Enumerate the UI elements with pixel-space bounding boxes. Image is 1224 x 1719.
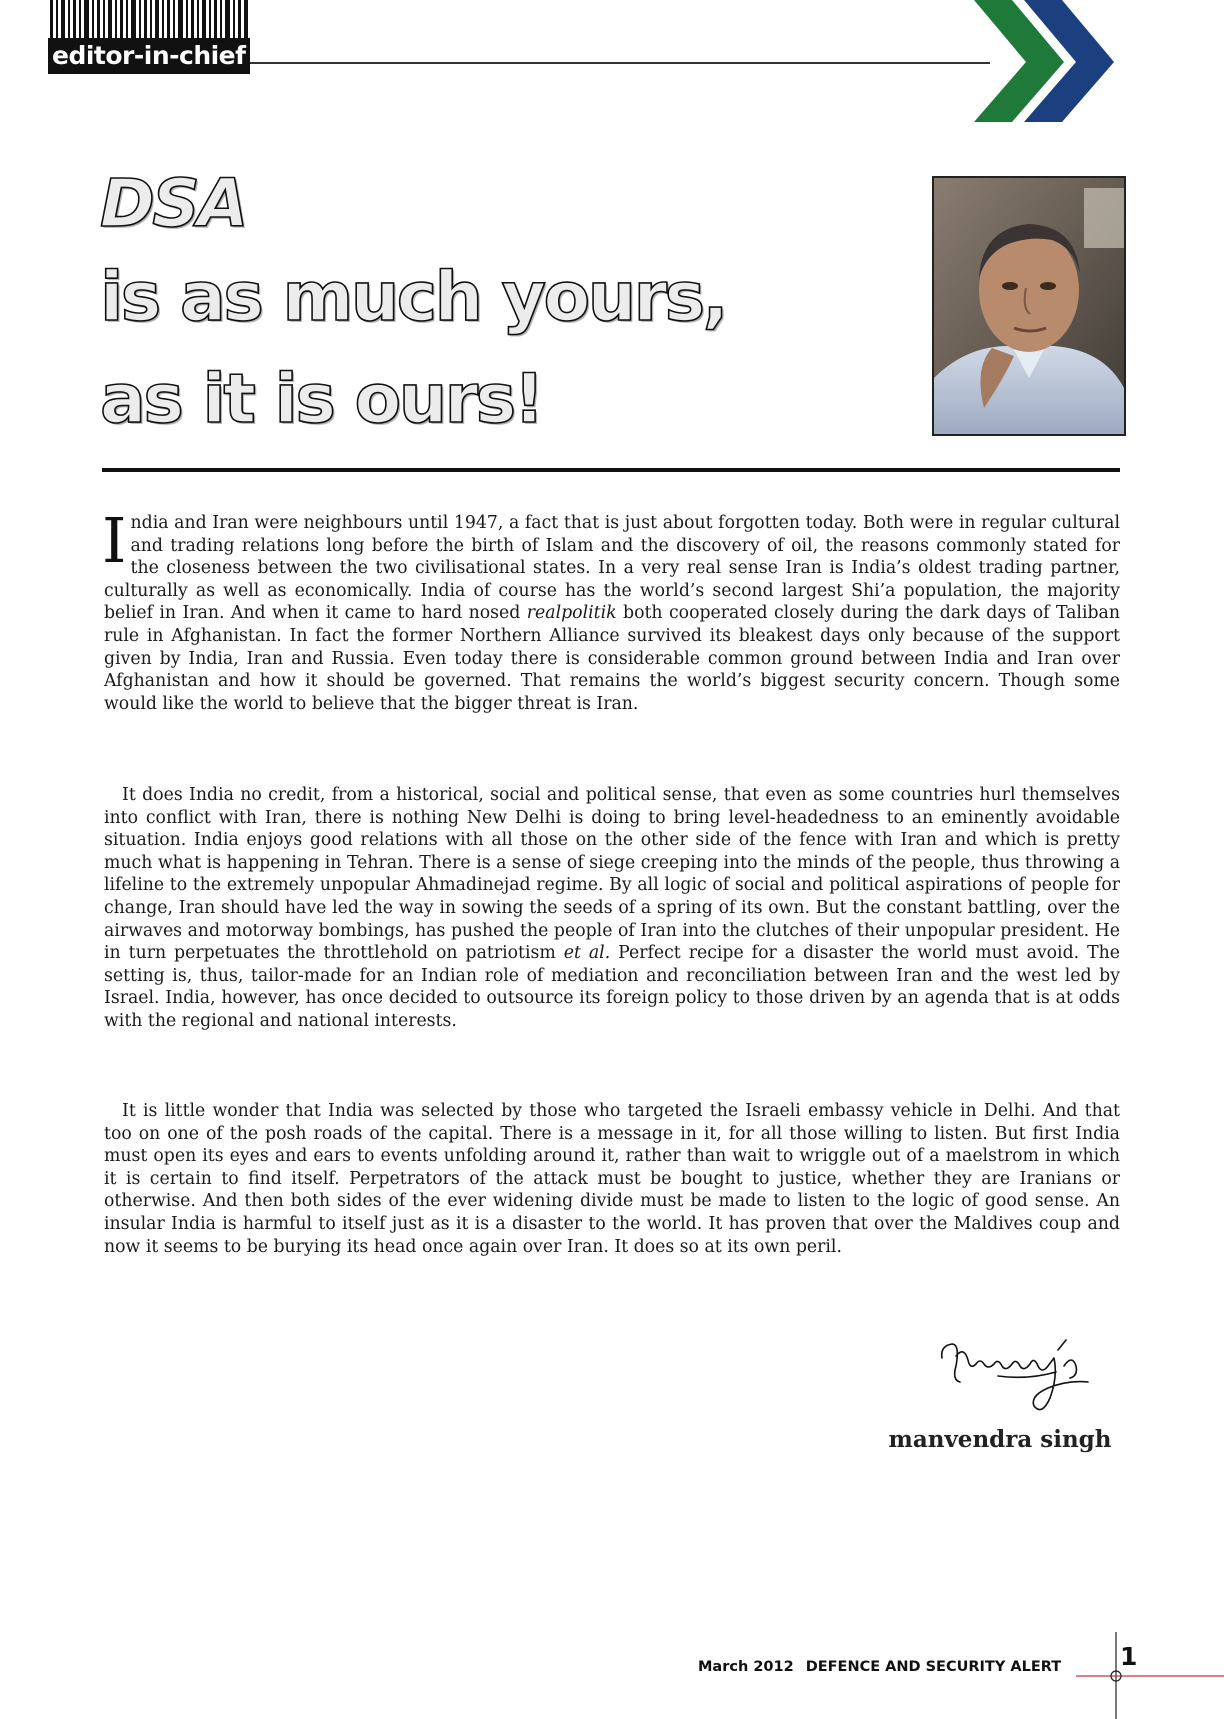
paragraph-text bbox=[102, 504, 1120, 715]
paragraph-2-text-b: Perfect recipe for a disaster the world must avoid. The setting is, thus, tailor-made for an Indian role of mediation and reconciliation between Iran and the west led by Israel. India, however, has once decided to outsource its foreign policy to those driven by an agenda that is at odds with the regional and national interests. bbox=[104, 943, 1120, 1031]
author-portrait bbox=[932, 176, 1126, 436]
barcode-graphic bbox=[50, 0, 250, 40]
author-name: manvendra singh bbox=[888, 1426, 1112, 1453]
article-paragraph-2 bbox=[104, 784, 1120, 1033]
article-paragraph-1 bbox=[102, 504, 1120, 715]
paragraph-2-italic: et al. bbox=[563, 943, 611, 964]
headline-line-2: is as much yours, bbox=[100, 258, 726, 337]
paragraph-1-text-a: ndia and Iran were neighbours until 1947, a fact that is just about forgotten today. Both were in regular cultural and trading relations long before the birth of Islam and the discovery of oil, the reasons commonly stated for the closeness between the two civilisational states. In a very real sense Iran is India’s oldest trading partner, culturally as well as economically. India of course has the world’s second largest Shi’a population, the majority belief in Iran. And when it came to hard nosed bbox=[104, 513, 1120, 624]
footer-issue-line bbox=[698, 1659, 1061, 1675]
article-paragraph-3 bbox=[104, 1100, 1120, 1258]
headline-line-1: DSA bbox=[100, 165, 246, 242]
headline-line-3: as it is ours! bbox=[100, 360, 543, 439]
paragraph-3-text: It is little wonder that India was selected by those who targeted the Israeli embassy vehicle in Delhi. And that too on one of the posh roads of the capital. There is a message in it, for all those willing to listen. But first India must open its eyes and ears to events unfolding around it, rather than wait to wriggle out of a maelstrom in which it is certain to find itself. Perpetrators of the attack must be bought to justice, whether they are Iranians or otherwise. And then both sides of the ever widening divide must be made to listen to the logic of good sense. An insular India is harmful to itself just as it is a disaster to the world. It has proven that over the Maldives coup and now it seems to be burying its head once again over Iran. It does so at its own peril. bbox=[104, 1101, 1120, 1257]
title-rule bbox=[102, 468, 1120, 472]
paragraph-1-text-b: both cooperated closely during the dark days of Taliban rule in Afghanistan. In fact the former Northern Alliance survived its bleakest days only because of the support given by India, Iran and Russia. Even today there is considerable common ground between India and Iran over Afghanistan and how it should be governed. That remains the world’s biggest security concern. Though some would like the world to believe that the bigger threat is Iran. bbox=[104, 603, 1120, 714]
portrait-illustration bbox=[934, 178, 1124, 434]
chevron-arrows-icon bbox=[968, 0, 1128, 124]
handwritten-signature bbox=[938, 1336, 1100, 1420]
section-tag: editor-in-chief bbox=[48, 38, 250, 74]
paragraph-text bbox=[104, 784, 1120, 1033]
paragraph-1-italic: realpolitik bbox=[526, 603, 617, 624]
footer-issue: March 2012 bbox=[698, 1659, 794, 1675]
header-rule bbox=[250, 62, 990, 64]
paragraph-2-text-a: It does India no credit, from a historical, social and political sense, that even as some countries hurl themselves into conflict with Iran, there is nothing New Delhi is doing to bring level-headedness to an eminently avoidable situation. India enjoys good relations with all those on the other side of the fence with Iran and which is pretty much what is happening in Tehran. There is a sense of siege creeping into the minds of the people, thus throwing a lifeline to the extremely unpopular Ahmadinejad regime. By all logic of social and political aspirations of people for change, Iran should have led the way in sowing the seeds of a spring of its own. But the constant battling, over the airwaves and motorway bombings, has pushed the people of Iran into the clutches of their unpopular president. He in turn perpetuates the throttlehold on patriotism bbox=[104, 785, 1120, 964]
headline bbox=[100, 165, 726, 450]
drop-cap: I bbox=[102, 504, 127, 577]
page-number: 1 bbox=[1120, 1642, 1138, 1671]
crop-mark-icon bbox=[1060, 1632, 1224, 1719]
footer-magazine-name: DEFENCE AND SECURITY ALERT bbox=[805, 1659, 1062, 1675]
